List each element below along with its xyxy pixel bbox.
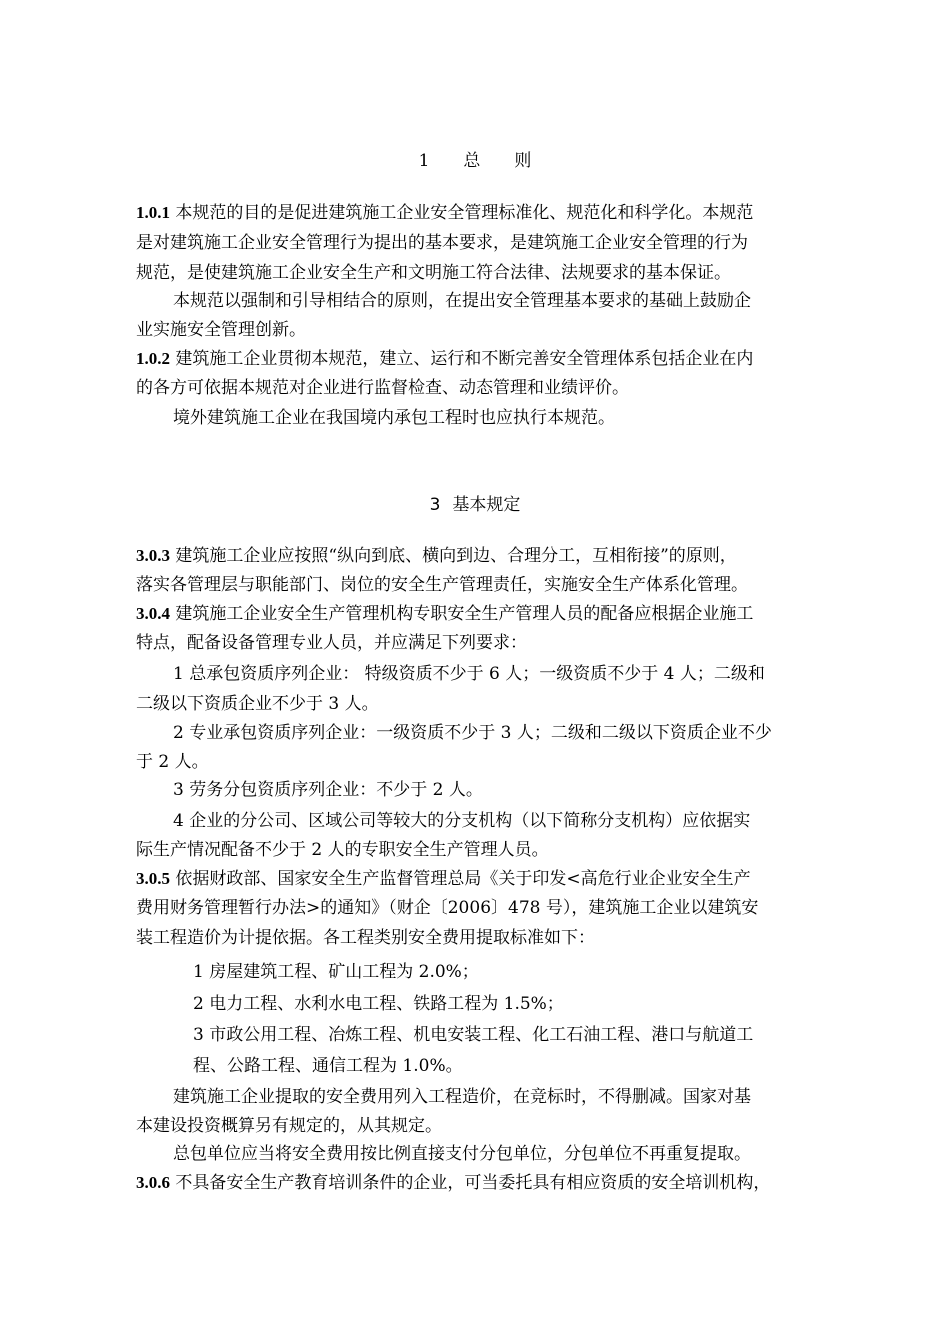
rate-item-3-line-2: 程、公路工程、通信工程为 1.0%。	[193, 1056, 463, 1076]
para-1-0-2-sub-line: 境外建筑施工企业在我国境内承包工程时也应执行本规范。	[173, 408, 615, 428]
para-3-0-5-sub-line-3: 总包单位应当将安全费用按比例直接支付分包单位，分包单位不再重复提取。	[173, 1144, 751, 1164]
para-3-0-6-line-1: 3.0.6 不具备安全生产教育培训条件的企业，可当委托具有相应资质的安全培训机构，	[136, 1173, 771, 1193]
para-3-0-3-line-1: 3.0.3 建筑施工企业应按照“纵向到底、横向到边、合理分工，互相衔接”的原则，	[136, 546, 737, 566]
para-1-0-1-sub-line-2: 业实施安全管理创新。	[136, 320, 306, 340]
rate-item-3-line-1: 3 市政公用工程、冶炼工程、机电安装工程、化工石油工程、港口与航道工	[193, 1025, 754, 1045]
para-3-0-5-sub-line-2: 本建设投资概算另有规定的，从其规定。	[136, 1116, 442, 1136]
item-2-line-2: 于 2 人。	[136, 752, 209, 772]
section-3-number: 3	[429, 495, 441, 515]
para-1-0-1-line-3: 规范，是使建筑施工企业安全生产和文明施工符合法律、法规要求的基本保证。	[136, 263, 731, 283]
item-1-line-2: 二级以下资质企业不少于 3 人。	[136, 694, 379, 714]
para-3-0-5-line-1: 3.0.5 依据财政部、国家安全生产监督管理总局《关于印发<高危行业企业安全生产	[136, 869, 751, 889]
section-1-title-b: 则	[514, 151, 532, 171]
section-1-heading	[0, 146, 950, 171]
section-3-title: 基本规定	[452, 495, 521, 515]
item-4-line-2: 际生产情况配备不少于 2 人的专职安全生产管理人员。	[136, 840, 549, 860]
para-3-0-5-line-2: 费用财务管理暂行办法>的通知》（财企〔2006〕478 号），建筑施工企业以建筑安	[136, 898, 759, 918]
section-1-title-a: 总	[463, 151, 481, 171]
para-3-0-5-line-3: 装工程造价为计提依据。各工程类别安全费用提取标准如下：	[136, 928, 595, 948]
para-3-0-5-sub-line-1: 建筑施工企业提取的安全费用列入工程造价，在竞标时，不得删减。国家对基	[173, 1087, 751, 1107]
section-1-number: 1	[418, 151, 430, 171]
item-1-line-1: 1 总承包资质序列企业： 特级资质不少于 6 人；一级资质不少于 4 人；二级和	[173, 664, 765, 684]
item-2-line-1: 2 专业承包资质序列企业：一级资质不少于 3 人；二级和二级以下资质企业不少	[173, 723, 772, 743]
para-1-0-1-line-1: 1.0.1 本规范的目的是促进建筑施工企业安全管理标准化、规范化和科学化。本规范	[136, 203, 754, 223]
para-1-0-2-line-1: 1.0.2 建筑施工企业贯彻本规范，建立、运行和不断完善安全管理体系包括企业在内	[136, 349, 754, 369]
item-3-line: 3 劳务分包资质序列企业：不少于 2 人。	[173, 780, 483, 800]
para-1-0-1-sub-line-1: 本规范以强制和引导相结合的原则，在提出安全管理基本要求的基础上鼓励企	[173, 291, 751, 311]
section-3-heading	[0, 490, 950, 515]
para-1-0-1-line-2: 是对建筑施工企业安全管理行为提出的基本要求，是建筑施工企业安全管理的行为	[136, 233, 748, 253]
para-3-0-4-line-2: 特点，配备设备管理专业人员，并应满足下列要求：	[136, 633, 527, 653]
rate-item-2: 2 电力工程、水利水电工程、铁路工程为 1.5%；	[193, 994, 564, 1014]
item-4-line-1: 4 企业的分公司、区域公司等较大的分支机构（以下简称分支机构）应依据实	[173, 811, 751, 831]
para-1-0-2-line-2: 的各方可依据本规范对企业进行监督检查、动态管理和业绩评价。	[136, 378, 629, 398]
para-3-0-4-line-1: 3.0.4 建筑施工企业安全生产管理机构专职安全生产管理人员的配备应根据企业施工	[136, 604, 754, 624]
rate-item-1: 1 房屋建筑工程、矿山工程为 2.0%；	[193, 962, 479, 982]
para-3-0-3-line-2: 落实各管理层与职能部门、岗位的安全生产管理责任，实施安全生产体系化管理。	[136, 575, 748, 595]
